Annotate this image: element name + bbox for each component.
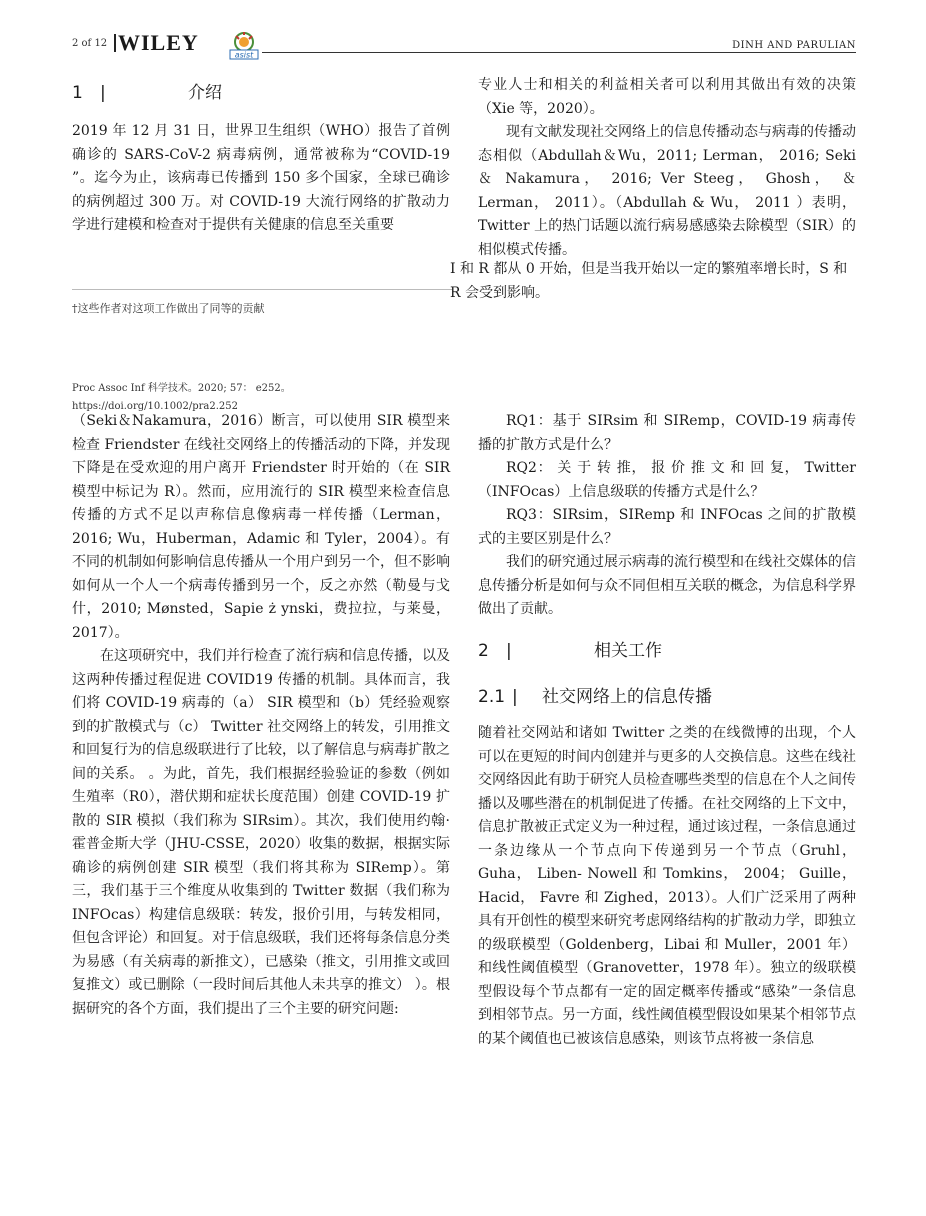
section-2-heading [478,636,662,661]
research-question-2: RQ2： 关 于 转 推， 报 价 推 文 和 回 复， Twitter（INFOcas）上信息级联的传播方式是什么？ [478,460,856,500]
section-2-1-body [478,722,856,1051]
right-column-bottom [478,410,856,622]
header-divider [114,34,116,52]
right-column-top [478,74,856,262]
running-head-authors: DINH AND PARULIAN [732,40,856,51]
section-title: 相关工作 [594,641,662,661]
doi-link[interactable]: https://doi.org/10.1002/pra2.252 [72,401,238,412]
subsection-title: 社交网络上的信息传播 [542,687,712,707]
paragraph: 在这项研究中，我们并行检查了流行病和信息传播，以及这两种传播过程促进 COVID19 传播的机制。具体而言，我们将 COVID-19 病毒的（a） SIR 模型和（b）凭经验观察到的扩散模式与（c） Twitter 社交网络上的转发，引用推文和回复行为的信息级联进行了比较，以了解信息与病毒扩散之间的关系。 。为此，首先，我们根据经验验证的参数（例如生殖率（R0），潜伏期和症状长度范围）创建 COVID-19 扩散的 SIR 模拟（我们称为 SIRsim）。其次，我们使用约翰·霍普金斯大学（JHU-CSSE，2020）收集的数据，根据实际确诊的病例创建 SIR 模型（我们将其称为 SIRemp）。第三，我们基于三个维度从收集到的 Twitter 数据（我们称为 INFOcas）构建信息级联：转发，报价引用，与转发相同，但包含评论）和回复。对于信息级联，我们还将每条信息分类为易感（有关病毒的新推文），已感染（推文，引用推文或回复推文）或已删除（一段时间后其他人未共享的推文） ）。根据研究的各个方面，我们提出了三个主要的研究问题: [72,648,450,1017]
section-1-heading [72,78,222,103]
page-number: 2 of 12 [72,38,108,49]
asist-logo-icon [226,30,262,60]
paragraph: 2019 年 12 月 31 日，世界卫生组织（WHO）报告了首例确诊的 SARS-CoV-2 病毒病例，通常被称为“COVID-19 ”。迄今为止，该病毒已传播到 150 多个国家，全球已确诊的病例超过 300 万。对 COVID-19 大流行网络的扩散动力学进行建模和检查对于提供有关健康的信息至关重要 [72,123,450,233]
section-separator: | [512,687,518,707]
footnote: †这些作者对这项工作做出了同等的贡献 [72,302,265,315]
paragraph: 专业人士和相关的利益相关者可以利用其做出有效的决策（Xie 等，2020）。 [478,77,856,117]
journal-citation: Proc Assoc Inf 科学技术。2020; 57： e252。 [72,383,291,394]
header-rule [262,52,856,53]
intro-paragraph [72,120,450,238]
subsection-number: 2.1 [478,687,506,707]
paragraph: （Seki＆Nakamura，2016）断言，可以使用 SIR 模型来检查 Friendster 在线社交网络上的传播活动的下降，并发现下降是在受欢迎的用户离开 Friendster 时开始的（在 SIR 模型中标记为 R）。然而，应用流行的 SIR 模型来检查信息传播的方式不足以声称信息像病毒一样传播（Lerman，2016; Wu，Huberman，Adamic 和 Tyler，2004）。有不同的机制如何影响信息传播从一个用户到另一个，但不影响如何从一个人一个病毒传播到另一个，反之亦然（勒曼与戈什，2010; Mønsted，Sapie ż ynski，费拉拉，与莱曼， 2017）。 [72,413,450,641]
section-number: 2 [478,641,489,661]
footnote-rule [72,289,452,290]
section-separator: | [506,641,512,661]
paragraph: 现有文献发现社交网络上的信息传播动态与病毒的传播动态相似（Abdullah＆Wu，2011; Lerman， 2016; Seki ＆ Nakamura， 2016; Ver Steeg， Ghosh， ＆ Lerman， 2011）。（Abdullah & Wu， 2011 ）表明，Twitter 上的热门话题以流行病易感感染去除模型（SIR）的相似模式传播。 [478,124,856,258]
publisher-logo: WILEY [118,30,199,55]
section-number: 1 [72,83,83,103]
paragraph: 我们的研究通过展示病毒的流行模型和在线社交媒体的信息传播分析是如何与众不同但相互关联的概念，为信息科学界做出了贡献。 [478,554,856,617]
left-column-bottom [72,410,450,1021]
logo-text: asist [234,50,254,60]
section-title: 介绍 [188,83,222,103]
section-separator: | [100,83,106,103]
paragraph: 随着社交网站和诸如 Twitter 之类的在线微博的出现，个人可以在更短的时间内创建并与更多的人交换信息。这些在线社交网络因此有助于研究人员检查哪些类型的信息在个人之间传播以及哪些潜在的机制促进了传播。在社交网络的上下文中，信息扩散被正式定义为一种过程，通过该过程，一条信息通过一条边缘从一个节点向下传递到另一个节点（Gruhl， Guha， Liben- Nowell 和 Tomkins， 2004； Guille， Hacid， Favre 和 Zighed，2013）。人们广泛采用了两种具有开创性的模型来研究考虑网络结构的扩散动力学，即独立的级联模型（Goldenberg，Libai 和 Muller，2001 年）和线性阈值模型（Granovetter，1978 年）。独立的级联模型假设每个节点都有一定的固定概率传播或“感染”一条信息到相邻节点。另一方面，线性阈值模型假设如果某个相邻节点的某个阈值也已被该信息感染，则该节点将被一条信息 [478,725,856,1047]
section-2-1-heading [478,682,712,707]
research-question-3: RQ3：SIRsim，SIRemp 和 INFOcas 之间的扩散模式的主要区别是什么？ [478,507,856,547]
research-question-1: RQ1：基于 SIRsim 和 SIRemp，COVID-19 病毒传播的扩散方式是什么？ [478,413,856,453]
overflow-note: I 和 R 都从 0 开始，但是当我开始以一定的繁殖率增长时，S 和 R 会受到影响。 [450,261,848,301]
